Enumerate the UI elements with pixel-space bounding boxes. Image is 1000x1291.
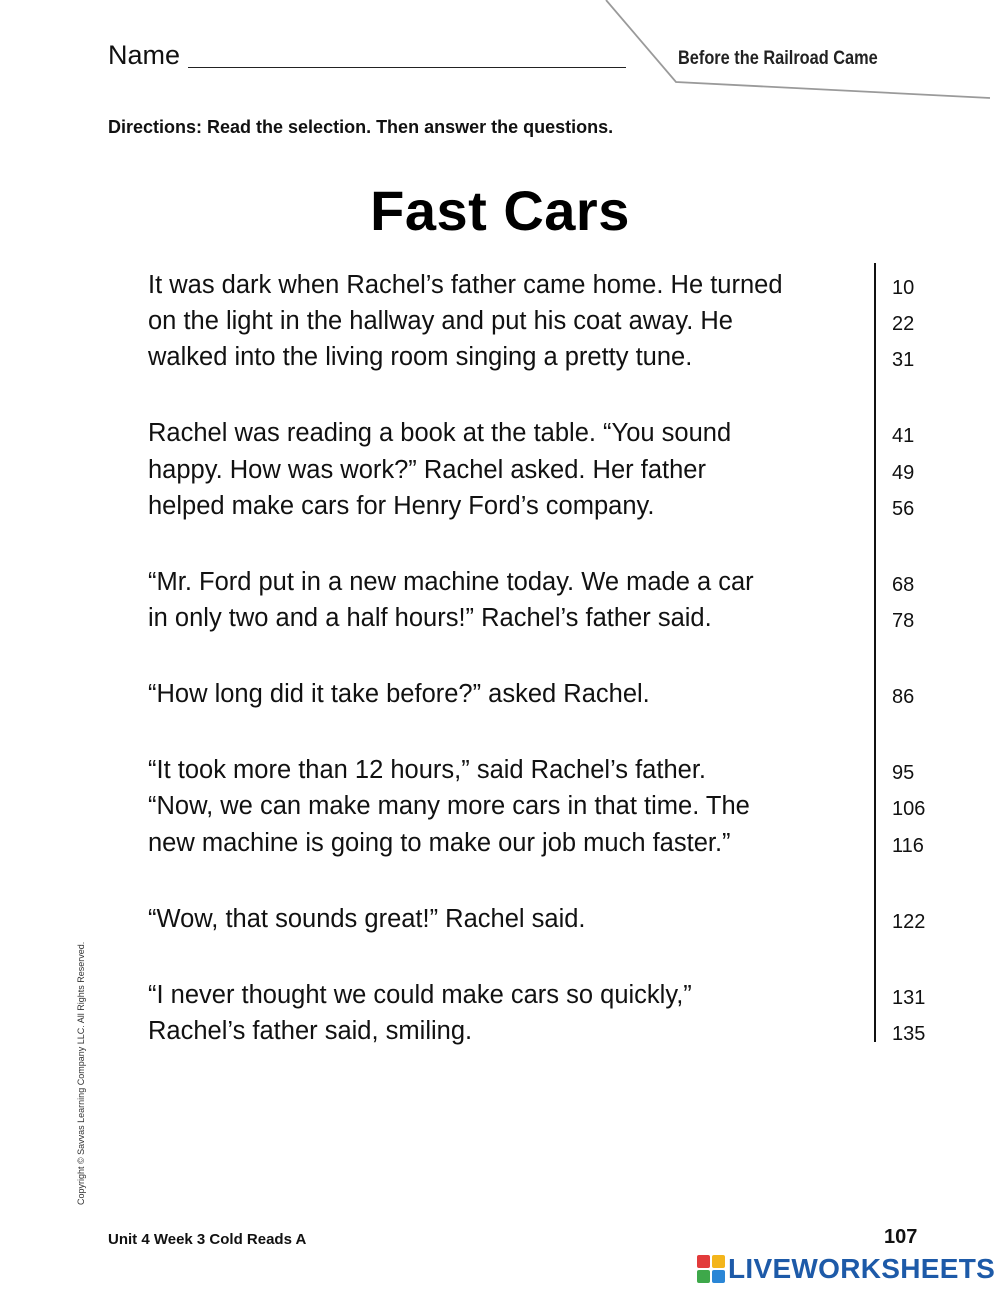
word-count: 86	[892, 686, 915, 708]
word-count: 106	[892, 798, 926, 820]
word-count: 131	[892, 987, 926, 1009]
passage-line: walked into the living room singing a pretty tune.	[148, 343, 693, 371]
topic-label: Before the Railroad Came	[678, 48, 878, 69]
word-count: 122	[892, 911, 926, 933]
word-count: 31	[892, 349, 915, 371]
passage-line: happy. How was work?” Rachel asked. Her father	[148, 456, 706, 484]
copyright-notice: Copyright © Savvas Learning Company LLC. All Rights Reserved.	[76, 941, 86, 1205]
passage-line: Rachel was reading a book at the table. “You sound	[148, 419, 732, 447]
footer-unit-label: Unit 4 Week 3 Cold Reads A	[108, 1231, 307, 1248]
passage-line: “It took more than 12 hours,” said Rachel’s father.	[148, 756, 706, 784]
passage-line: “I never thought we could make cars so quickly,”	[148, 981, 692, 1009]
passage-line: helped make cars for Henry Ford’s company.	[148, 492, 655, 520]
name-input-line[interactable]	[188, 67, 626, 68]
word-count: 68	[892, 574, 915, 596]
word-count: 56	[892, 498, 915, 520]
word-count: 10	[892, 277, 915, 299]
word-count: 116	[892, 835, 924, 857]
passage-line: in only two and a half hours!” Rachel’s father said.	[148, 604, 712, 632]
passage-line: on the light in the hallway and put his coat away. He	[148, 307, 733, 335]
word-count: 41	[892, 425, 915, 447]
passage-line: Rachel’s father said, smiling.	[148, 1017, 473, 1045]
passage-line: It was dark when Rachel’s father came home. He turned	[148, 271, 783, 299]
passage-line: “Mr. Ford put in a new machine today. We made a car	[148, 568, 754, 596]
directions-text: Directions: Read the selection. Then answer the questions.	[108, 117, 614, 137]
name-label: Name	[108, 40, 181, 70]
word-count: 22	[892, 313, 915, 335]
passage-line: new machine is going to make our job much faster.”	[148, 829, 731, 857]
word-count: 78	[892, 610, 915, 632]
liveworksheets-wordmark: LIVEWORKSHEETS	[728, 1253, 996, 1284]
word-count: 95	[892, 762, 915, 784]
word-count: 49	[892, 462, 915, 484]
page-title: Fast Cars	[370, 179, 630, 242]
passage-line: “How long did it take before?” asked Rachel.	[148, 680, 650, 708]
page-number: 107	[884, 1226, 918, 1248]
passage-line: “Now, we can make many more cars in that time. The	[148, 792, 750, 820]
liveworksheets-brand[interactable]	[697, 1254, 995, 1284]
passage-line: “Wow, that sounds great!” Rachel said.	[148, 905, 586, 933]
liveworksheets-logo-icon	[697, 1255, 725, 1283]
word-count: 135	[892, 1023, 926, 1045]
word-count-divider	[874, 263, 876, 1042]
